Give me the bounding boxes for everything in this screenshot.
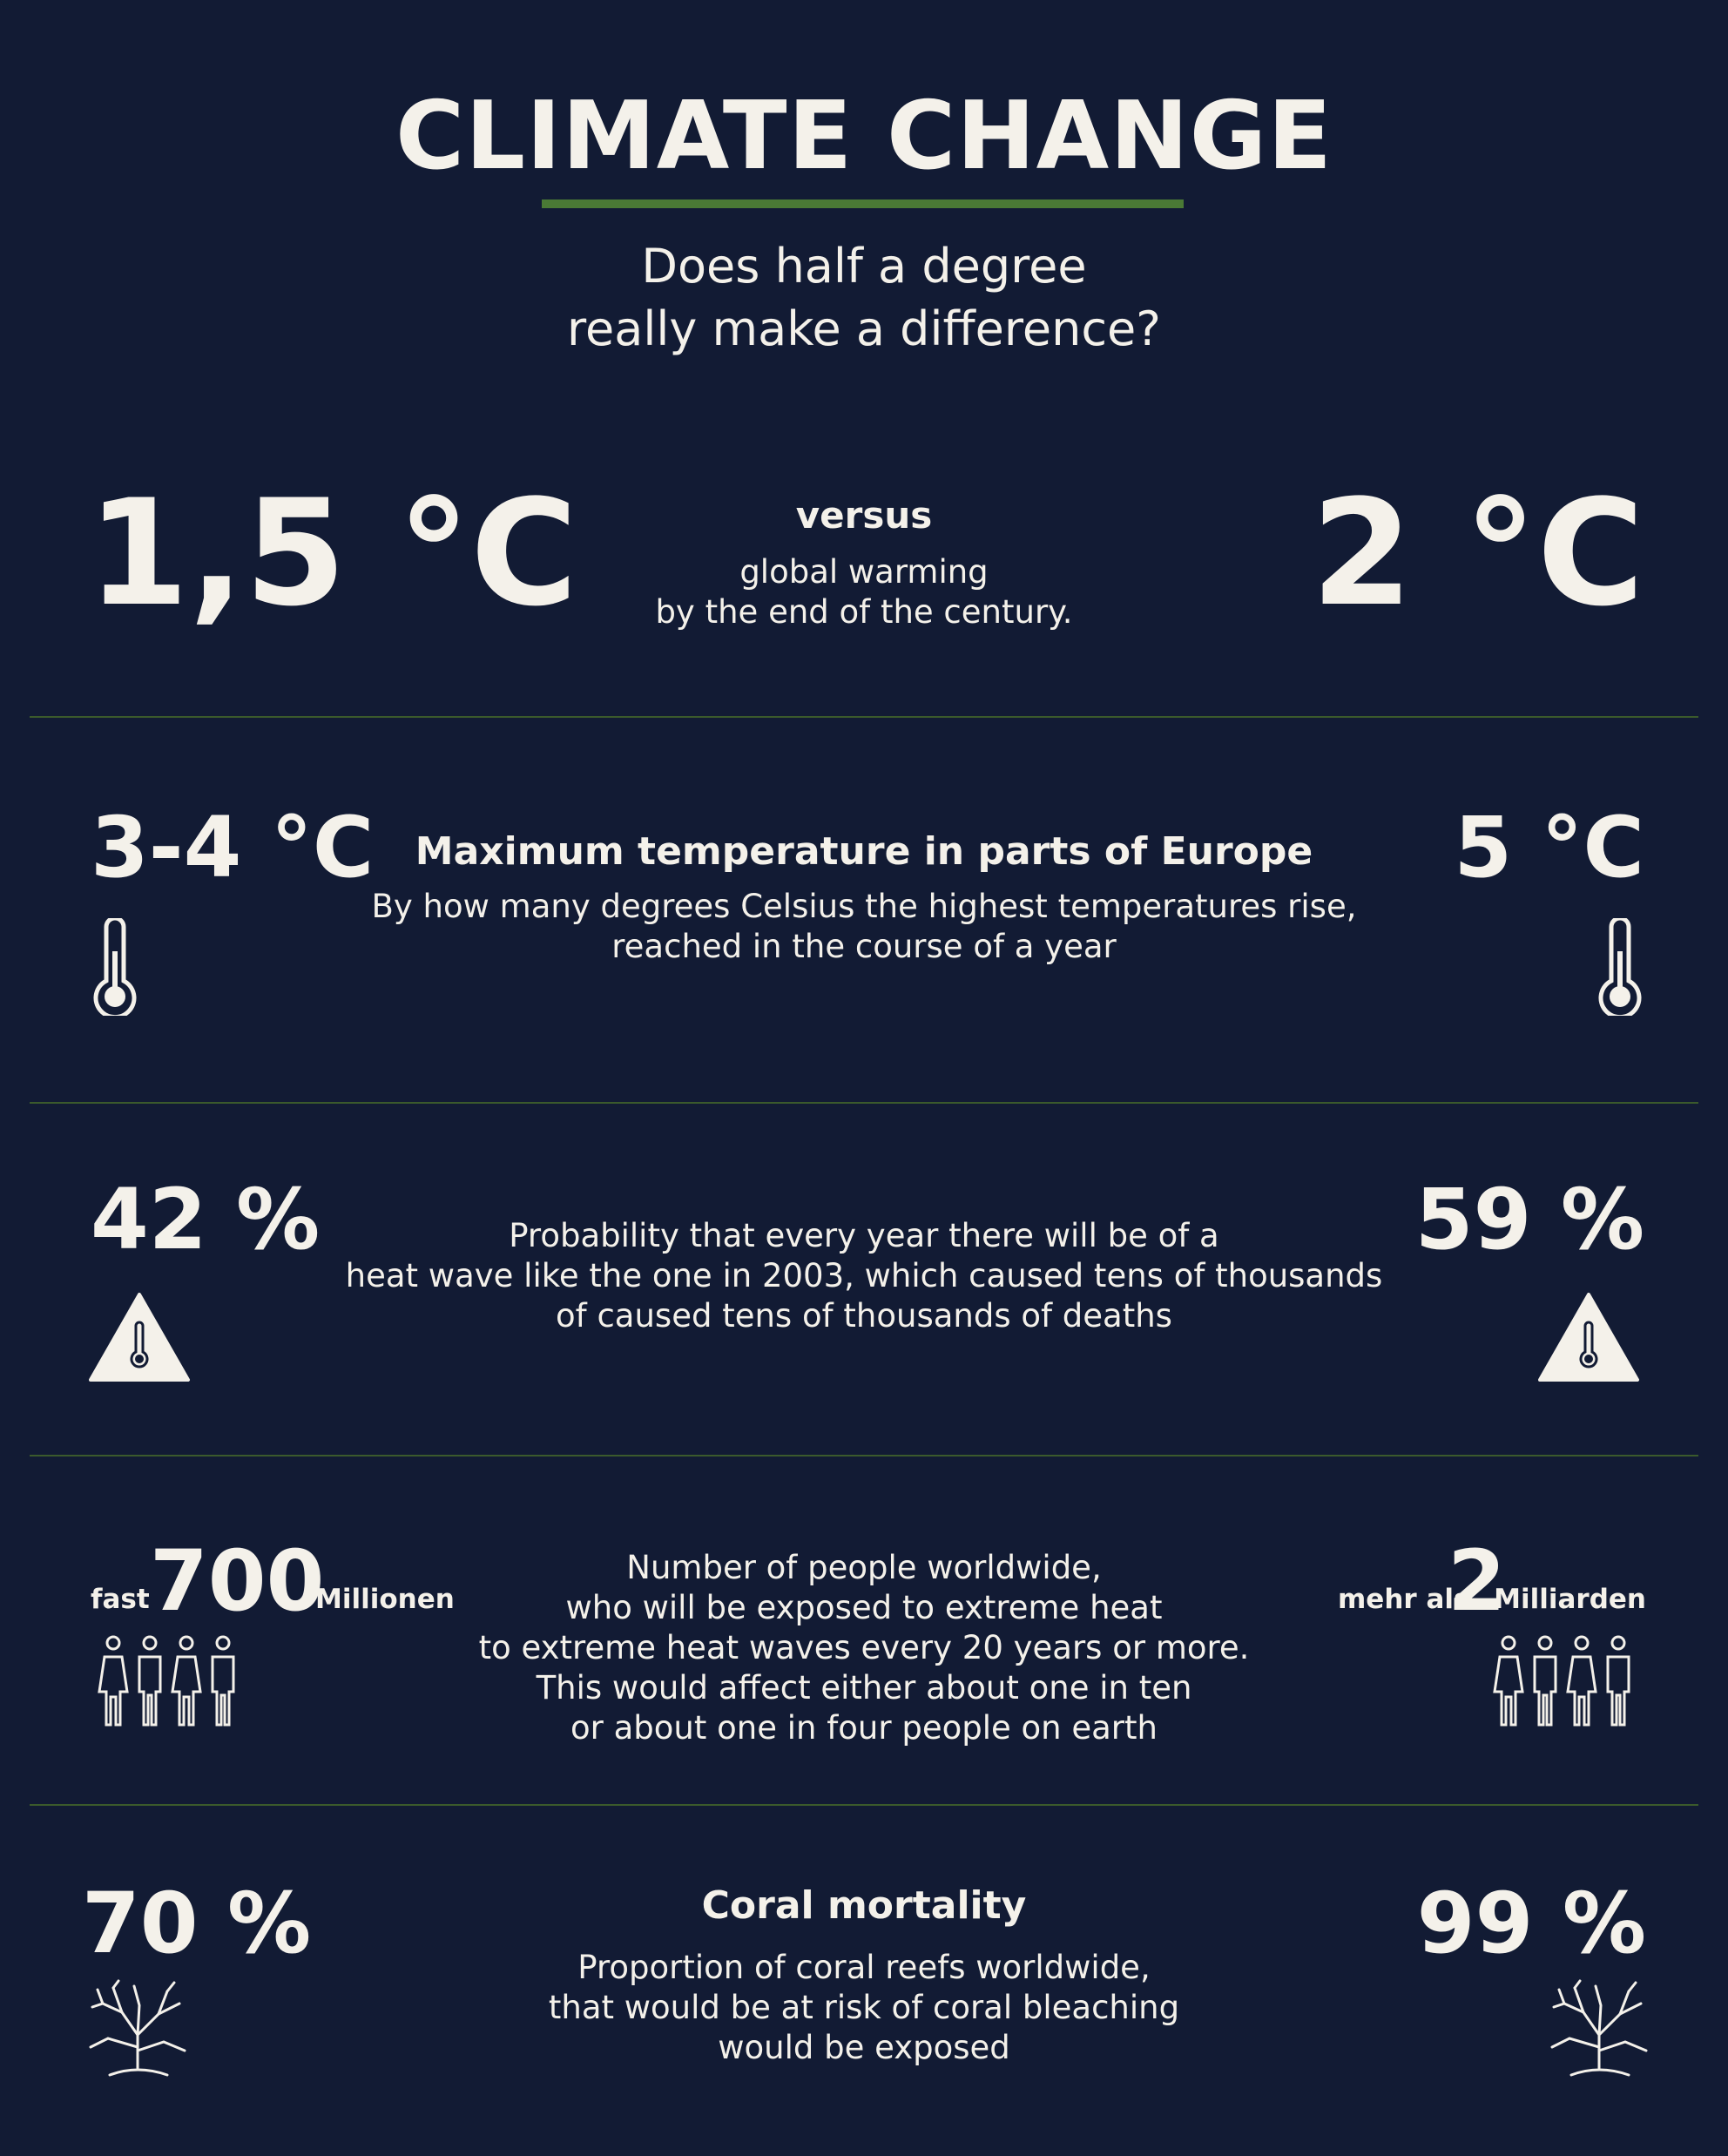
description-line: or about one in four people on earth — [570, 1709, 1158, 1747]
description-line: who will be exposed to extreme heat — [565, 1589, 1163, 1626]
heatwave-right-value: 59 % — [1414, 1171, 1644, 1268]
people-left-suffix: Millionen — [315, 1584, 455, 1615]
subtitle-line: Does half a degree — [641, 239, 1087, 294]
max-temp-left-value: 3-4 °C — [91, 799, 375, 896]
page-title: CLIMATE CHANGE — [395, 82, 1333, 191]
subtitle-line: really make a difference? — [567, 301, 1161, 356]
heatwave-left-value: 42 % — [91, 1171, 321, 1268]
heatwave-description — [341, 1216, 1387, 1336]
description-line: global warming — [739, 553, 989, 591]
people-left-prefix: fast — [91, 1584, 150, 1615]
warming-left-value: 1,5 °C — [87, 468, 578, 639]
title-underline — [542, 199, 1184, 208]
description-line: This would affect either about one in ten — [536, 1669, 1192, 1707]
max-temp-description — [341, 828, 1387, 967]
coral-heading: Coral mortality — [701, 1883, 1027, 1928]
people-group-icon — [96, 1634, 244, 1730]
max-temp-heading: Maximum temperature in parts of Europe — [415, 829, 1313, 874]
people-description — [341, 1548, 1387, 1748]
description-line: By how many degrees Celsius the highest temperatures rise, — [371, 888, 1357, 925]
people-group-icon — [1491, 1634, 1639, 1730]
description-line: to extreme heat waves every 20 years or more. — [478, 1629, 1250, 1666]
warming-right-value: 2 °C — [1311, 468, 1644, 639]
heat-warning-icon — [87, 1291, 192, 1383]
heat-warning-icon — [1536, 1291, 1641, 1383]
section-divider — [30, 1804, 1698, 1806]
max-temp-right-value: 5 °C — [1454, 799, 1644, 896]
description-line: Number of people worldwide, — [626, 1549, 1102, 1586]
dead-coral-icon — [1545, 1977, 1653, 2078]
people-right-suffix: Milliarden — [1494, 1584, 1646, 1615]
description-line: Probability that every year there will be of a — [509, 1217, 1219, 1254]
description-line: Proportion of coral reefs worldwide, — [577, 1949, 1151, 1986]
description-line: heat wave like the one in 2003, which caused tens of thousands — [345, 1257, 1383, 1294]
description-line: reached in the course of a year — [611, 928, 1117, 965]
description-line: would be exposed — [718, 2029, 1010, 2066]
description-line: that would be at risk of coral bleaching — [548, 1989, 1180, 2026]
page-subtitle — [0, 235, 1728, 361]
description-line: of caused tens of thousands of deaths — [556, 1297, 1172, 1335]
section-divider — [30, 1455, 1698, 1456]
section-divider — [30, 716, 1698, 718]
people-right-value: 2 — [1448, 1532, 1506, 1630]
coral-left-value: 70 % — [82, 1875, 312, 1972]
coral-right-value: 99 % — [1416, 1875, 1646, 1972]
warming-heading: versus — [795, 494, 933, 537]
dead-coral-icon — [84, 1977, 192, 2078]
people-right-prefix: mehr als — [1338, 1584, 1470, 1615]
description-line: by the end of the century. — [655, 593, 1073, 631]
thermometer-icon — [1596, 918, 1644, 1016]
coral-description — [341, 1882, 1387, 2068]
people-left-value: 700 — [150, 1532, 325, 1630]
thermometer-icon — [91, 918, 139, 1016]
section-divider — [30, 1102, 1698, 1104]
warming-description — [341, 491, 1387, 632]
